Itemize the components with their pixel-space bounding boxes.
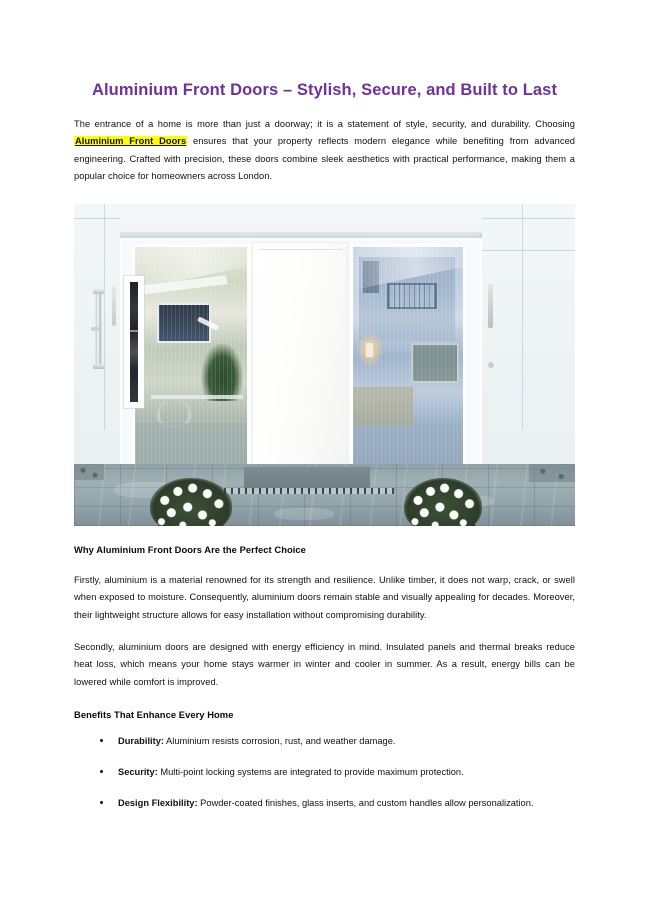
benefits-list — [74, 723, 575, 813]
wall-seam — [482, 218, 575, 219]
benefit-description: Powder-coated finishes, glass inserts, and custom handles allow personalization. — [197, 797, 534, 808]
right-sidelight-glass — [350, 244, 466, 470]
intro-paragraph — [74, 101, 575, 186]
bullet-icon — [100, 801, 103, 804]
wall-seam — [104, 204, 105, 430]
section-heading-why-aluminium: Why Aluminium Front Doors Are the Perfect Choice — [74, 543, 306, 555]
stone-paving — [74, 464, 575, 526]
section-paragraph-strength: Firstly, aluminium is a material renowned for its strength and resilience. Unlike timber, it does not warp, crack, or swell when exposed to moisture. Consequently, aluminium doors remain stable and visually appealing for decades. Moreover, their lightweight structure allows for easy installation without compromising durability. — [74, 574, 575, 620]
benefit-term: Security: — [118, 766, 158, 777]
door-handle-bracket-top — [93, 289, 104, 294]
left-frame-handle — [112, 286, 116, 326]
list-item — [74, 795, 575, 812]
left-sidelight-glass — [132, 244, 250, 470]
gravel-border-left — [74, 464, 104, 480]
door-glass-insert — [130, 282, 138, 402]
bullet-icon — [100, 770, 103, 773]
wall-seam — [482, 250, 575, 251]
page-title: Aluminium Front Doors – Stylish, Secure, and Built to Last — [91, 81, 558, 99]
door-handle-bracket-bottom — [93, 364, 104, 369]
intro-text-after-link: ensures that your property reflects modern elegance while benefiting from advanced engineering. Crafted with precision, these doors combine sleek aesthetics with practical performance, making them a popular choice for homeowners across London. — [74, 136, 576, 182]
benefit-term: Durability: — [118, 735, 164, 746]
wall-seam — [522, 204, 523, 430]
drainage-grate — [224, 488, 394, 494]
front-door-leaf — [252, 242, 348, 472]
right-frame-handle — [488, 284, 493, 328]
right-frame-knob — [488, 362, 494, 368]
list-item — [74, 733, 575, 750]
aluminium-front-doors-link[interactable]: Aluminium Front Doors — [75, 136, 187, 147]
gravel-border-right — [529, 464, 575, 482]
bullet-icon — [100, 739, 103, 742]
section-paragraph-energy: Secondly, aluminium doors are designed with energy efficiency in mind. Insulated panels and thermal breaks reduce heat loss, which means your home stays warmer in winter and cooler in summer. As a result, energy bills can be lowered while comfort is improved. — [74, 642, 575, 687]
front-door-photo — [74, 204, 575, 526]
intro-text-before-link: The entrance of a home is more than just a doorway; it is a statement of style, security, and durability. Choosing — [74, 118, 575, 129]
door-panel-line — [259, 249, 343, 250]
section-heading-benefits: Benefits That Enhance Every Home — [74, 709, 234, 721]
wall-seam — [74, 218, 120, 219]
list-item — [74, 764, 575, 781]
door-lock — [91, 327, 99, 331]
benefit-term: Design Flexibility: — [118, 797, 198, 808]
paving-highlight — [274, 508, 334, 520]
benefit-description: Aluminium resists corrosion, rust, and weather damage. — [163, 735, 396, 746]
benefit-description: Multi-point locking systems are integrated to provide maximum protection. — [157, 766, 464, 777]
door-glass-slot — [124, 276, 144, 408]
document-content — [74, 0, 575, 826]
